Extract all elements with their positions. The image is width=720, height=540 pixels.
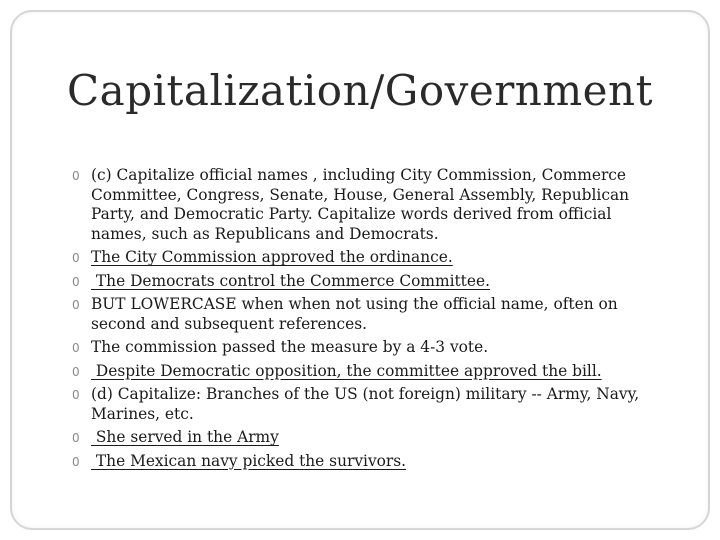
bullet-marker: 0 (72, 251, 80, 265)
bullet-marker: 0 (72, 298, 80, 312)
list-item (72, 452, 662, 472)
bullet-marker: 0 (72, 341, 80, 355)
list-item-text: (c) Capitalize official names , including City Commission, Commerce Committee, Congress, Senate, House, General Assembly, Republican Party, and Democratic Party. Capitalize words derived from official names, such as Republicans and Democrats. (91, 166, 630, 243)
list-item (72, 248, 662, 268)
list-item-text: She served in the Army (91, 428, 279, 446)
bullet-marker: 0 (72, 431, 80, 445)
list-item (72, 272, 662, 292)
bullet-marker: 0 (72, 364, 80, 379)
slide-title: Capitalization/Government (67, 66, 653, 115)
bullet-marker: 0 (72, 274, 80, 289)
list-item-text: The City Commission approved the ordinance. (91, 248, 453, 266)
list-item (72, 166, 662, 244)
list-item-text: (d) Capitalize: Branches of the US (not foreign) military -- Army, Navy, Marines, etc. (91, 385, 640, 423)
list-item-text: The commission passed the measure by a 4-3 vote. (91, 338, 489, 356)
list-item-text: The Democrats control the Commerce Committee. (91, 271, 490, 290)
list-item-text: The Mexican navy picked the survivors. (91, 451, 407, 470)
bullet-list (72, 166, 662, 475)
bullet-marker: 0 (72, 454, 80, 469)
list-item-text: BUT LOWERCASE when when not using the official name, often on second and subsequent references. (91, 295, 618, 333)
list-item (72, 295, 662, 334)
list-item (72, 385, 662, 424)
list-item (72, 428, 662, 448)
list-item-text: Despite Democratic opposition, the committee approved the bill. (91, 361, 602, 380)
list-item (72, 362, 662, 382)
list-item (72, 338, 662, 358)
bullet-marker: 0 (72, 388, 80, 402)
bullet-marker: 0 (72, 169, 80, 183)
